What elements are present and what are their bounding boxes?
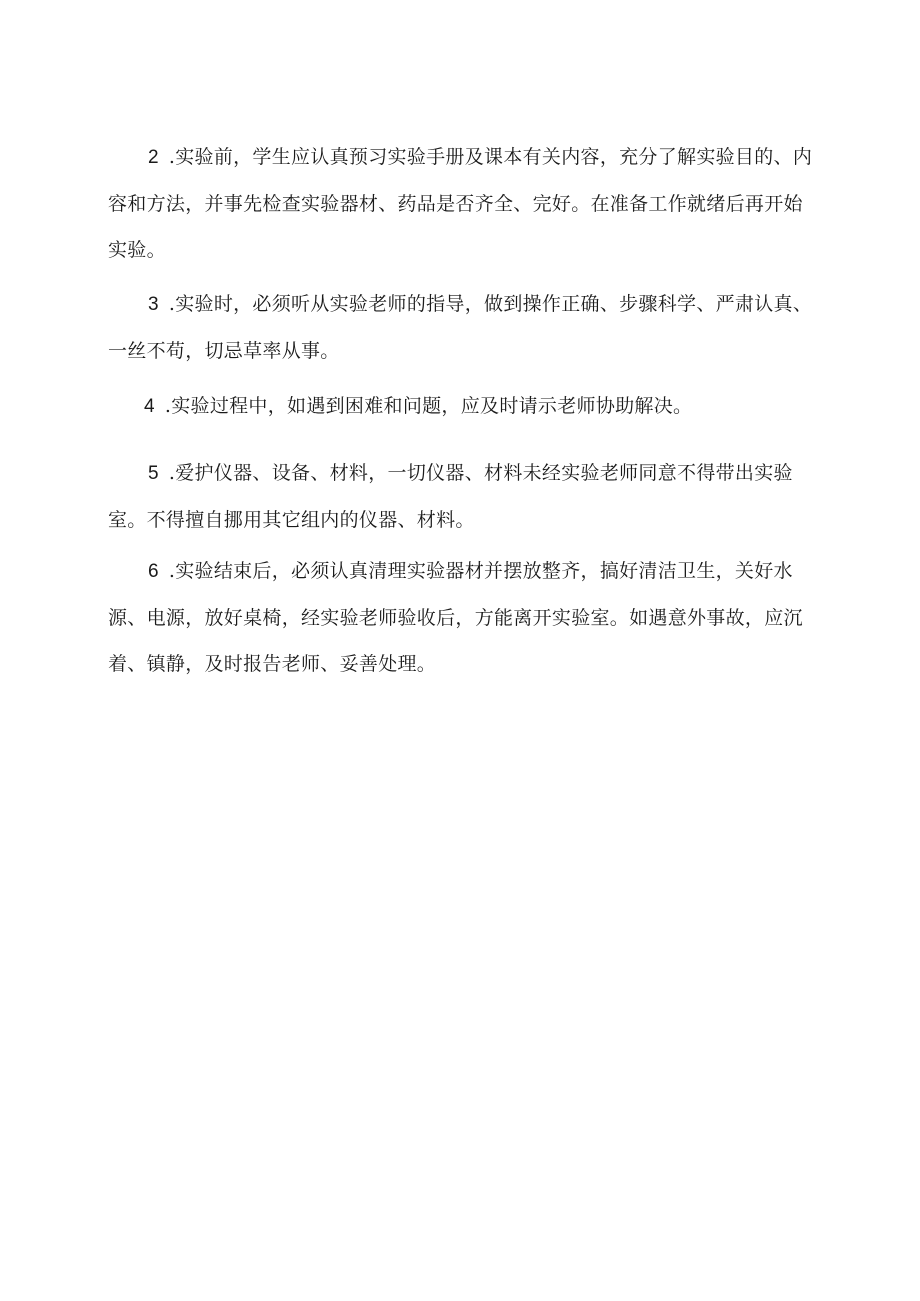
rule-item-5 (108, 450, 820, 543)
rule-text: .实验过程中，如遇到困难和问题，应及时请示老师协助解决。 (164, 395, 693, 417)
rule-text: .实验前，学生应认真预习实验手册及课本有关内容，充分了解实验目的、内容和方法，并事先检查实验器材、药品是否齐全、完好。在准备工作就绪后再开始实验。 (108, 146, 813, 261)
rule-text: .实验结束后，必须认真清理实验器材并摆放整齐，搞好清洁卫生，关好水源、电源，放好桌椅，经实验老师验收后，方能离开实验室。如遇意外事故，应沉着、镇静，及时报告老师、妥善处理。 (108, 560, 803, 675)
rule-text: .实验时，必须听从实验老师的指导，做到操作正确、步骤科学、严肃认真、一丝不苟，切忌草率从事。 (108, 293, 813, 362)
rule-number: 3 (148, 294, 159, 315)
rule-text: .爱护仪器、设备、材料，一切仪器、材料未经实验老师同意不得带出实验室。不得擅自挪用其它组内的仪器、材料。 (108, 462, 793, 531)
rule-number: 5 (148, 463, 159, 484)
rule-number: 2 (148, 147, 159, 168)
rule-item-2 (108, 134, 820, 273)
rule-item-3 (108, 281, 820, 374)
rule-number: 4 (144, 396, 155, 417)
rule-item-4 (108, 383, 820, 430)
rule-item-6 (108, 548, 820, 687)
rule-number: 6 (148, 561, 159, 582)
